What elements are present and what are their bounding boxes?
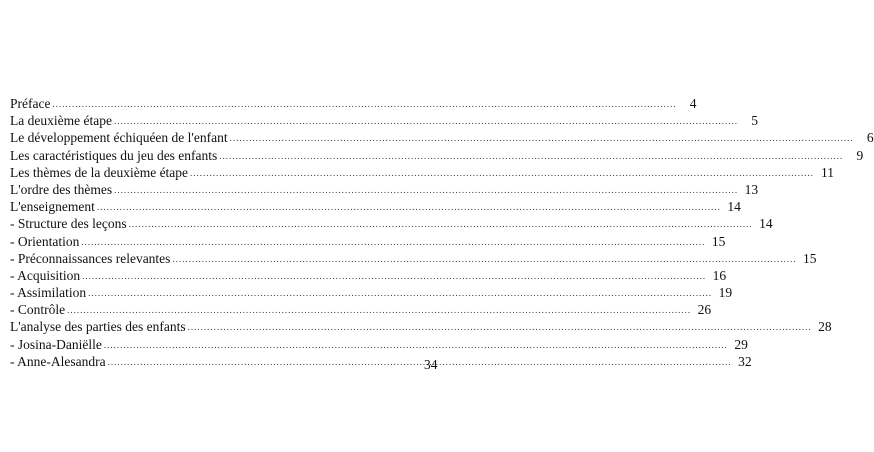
toc-entry-title: Les thèmes de la deuxième étape bbox=[10, 164, 189, 180]
toc-entry-page: 9 bbox=[856, 147, 864, 163]
dot-leader bbox=[67, 302, 691, 319]
toc-entry-title: - Structure des leçons bbox=[10, 216, 127, 232]
toc-entry-page: 32 bbox=[738, 353, 752, 369]
toc-entry-page: 14 bbox=[759, 216, 773, 232]
toc-entry bbox=[10, 336, 748, 353]
toc-entry-title: - Assimilation bbox=[10, 285, 87, 301]
toc-entry bbox=[10, 267, 727, 284]
dot-leader bbox=[219, 148, 843, 165]
toc-entry-title: - Acquisition bbox=[10, 267, 81, 283]
toc-entry-title: - Orientation bbox=[10, 233, 80, 249]
toc-entry-title: L'enseignement bbox=[10, 199, 95, 215]
toc-entry bbox=[10, 112, 758, 129]
toc-entry bbox=[10, 164, 835, 181]
toc-entry-title: Préface bbox=[10, 96, 51, 111]
toc-entry-page: 13 bbox=[744, 181, 759, 197]
toc-entry-page: 26 bbox=[697, 302, 712, 318]
toc-entry-title: - Préconnaissances relevantes bbox=[10, 250, 171, 266]
dot-leader bbox=[188, 319, 812, 336]
toc-entry bbox=[10, 353, 752, 370]
toc-entry-page: 28 bbox=[818, 319, 832, 335]
toc-entry-title: - Anne-Alesandra bbox=[10, 353, 106, 369]
toc-entry-page: 15 bbox=[711, 233, 726, 249]
dot-leader bbox=[82, 268, 706, 285]
table-of-contents bbox=[10, 95, 874, 370]
cutoff-page-text: 34 bbox=[424, 357, 438, 372]
toc-entry-page: 16 bbox=[712, 267, 727, 283]
toc-entry-title: L'analyse des parties des enfants bbox=[10, 319, 186, 335]
toc-entry bbox=[10, 198, 741, 215]
toc-entry bbox=[10, 181, 759, 198]
dot-leader bbox=[97, 199, 721, 216]
dot-leader bbox=[230, 130, 854, 147]
dot-leader bbox=[129, 216, 753, 233]
cutoff-page-number bbox=[424, 357, 440, 372]
toc-entry bbox=[10, 215, 773, 232]
dot-leader bbox=[104, 337, 728, 354]
toc-entry-page: 11 bbox=[821, 164, 835, 180]
toc-entry-page: 14 bbox=[727, 199, 741, 215]
toc-entry-title: L'ordre des thèmes bbox=[10, 181, 113, 197]
dot-leader bbox=[81, 234, 705, 251]
dot-leader bbox=[114, 182, 738, 199]
toc-entry bbox=[10, 95, 697, 112]
dot-leader bbox=[190, 165, 814, 182]
toc-entry-page: 5 bbox=[751, 113, 758, 129]
dot-leader bbox=[114, 113, 738, 130]
dot-leader bbox=[88, 285, 712, 302]
toc-entry-page: 6 bbox=[866, 130, 874, 146]
toc-entry bbox=[10, 301, 712, 318]
dot-leader bbox=[172, 251, 796, 268]
toc-entry-title: - Josina-Daniëlle bbox=[10, 336, 102, 352]
toc-entry bbox=[10, 318, 832, 335]
toc-entry bbox=[10, 147, 864, 164]
toc-entry-title: Les caractéristiques du jeu des enfants bbox=[10, 147, 218, 163]
dot-leader bbox=[52, 96, 676, 113]
toc-entry-title: La deuxième étape bbox=[10, 113, 112, 129]
dot-leader bbox=[108, 354, 732, 371]
toc-entry bbox=[10, 250, 817, 267]
toc-entry-title: Le développement échiquéen de l'enfant bbox=[10, 130, 228, 146]
toc-entry-page: 4 bbox=[689, 96, 697, 111]
toc-entry bbox=[10, 233, 726, 250]
toc-entry-page: 15 bbox=[802, 250, 817, 266]
toc-entry-page: 19 bbox=[718, 285, 733, 301]
toc-entry bbox=[10, 129, 874, 146]
toc-entry bbox=[10, 284, 733, 301]
toc-entry-title: - Contrôle bbox=[10, 302, 66, 318]
toc-entry-page: 29 bbox=[734, 336, 748, 352]
